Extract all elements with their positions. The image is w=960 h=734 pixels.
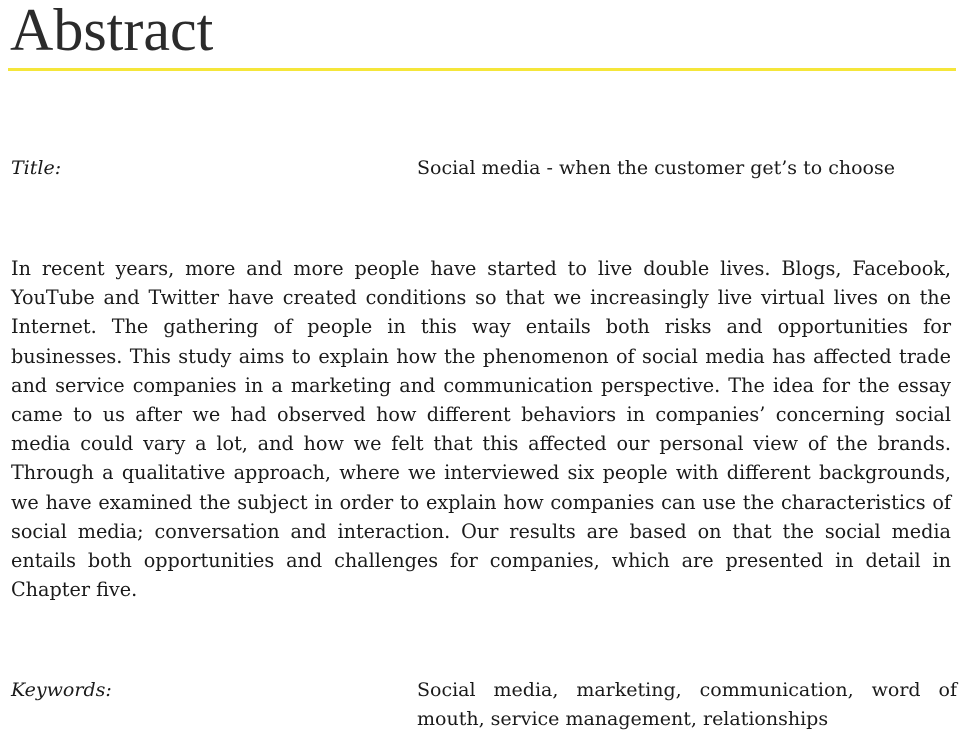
title-value: Social media - when the customer get’s to choose (417, 157, 895, 179)
keywords-value: Social media, marketing, communication, word of mouth, service management, relationships (417, 679, 957, 730)
title-label: Title: (11, 157, 62, 179)
heading-divider (8, 68, 956, 71)
keywords-label: Keywords: (11, 679, 112, 701)
abstract-paragraph: In recent years, more and more people have started to live double lives. Blogs, Facebook, YouTube and Twitter have created conditions so that we increasingly live virtual lives on the Internet. The gathering of people in this way entails both risks and opportunities for businesses. This study aims to explain how the phenomenon of social media has affected trade and service companies in a marketing and communication perspective. The idea for the essay came to us after we had observed how different behaviors in companies’ concerning social media could vary a lot, and how we felt that this affected our personal view of the brands. Through a qualitative approach, where we interviewed six people with different backgrounds, we have examined the subject in order to explain how companies can use the characteristics of social media; conversation and interaction. Our results are based on that the social media entails both opportunities and challenges for companies, which are presented in detail in Chapter five. (11, 257, 951, 602)
page-title: Abstract (10, 0, 214, 63)
